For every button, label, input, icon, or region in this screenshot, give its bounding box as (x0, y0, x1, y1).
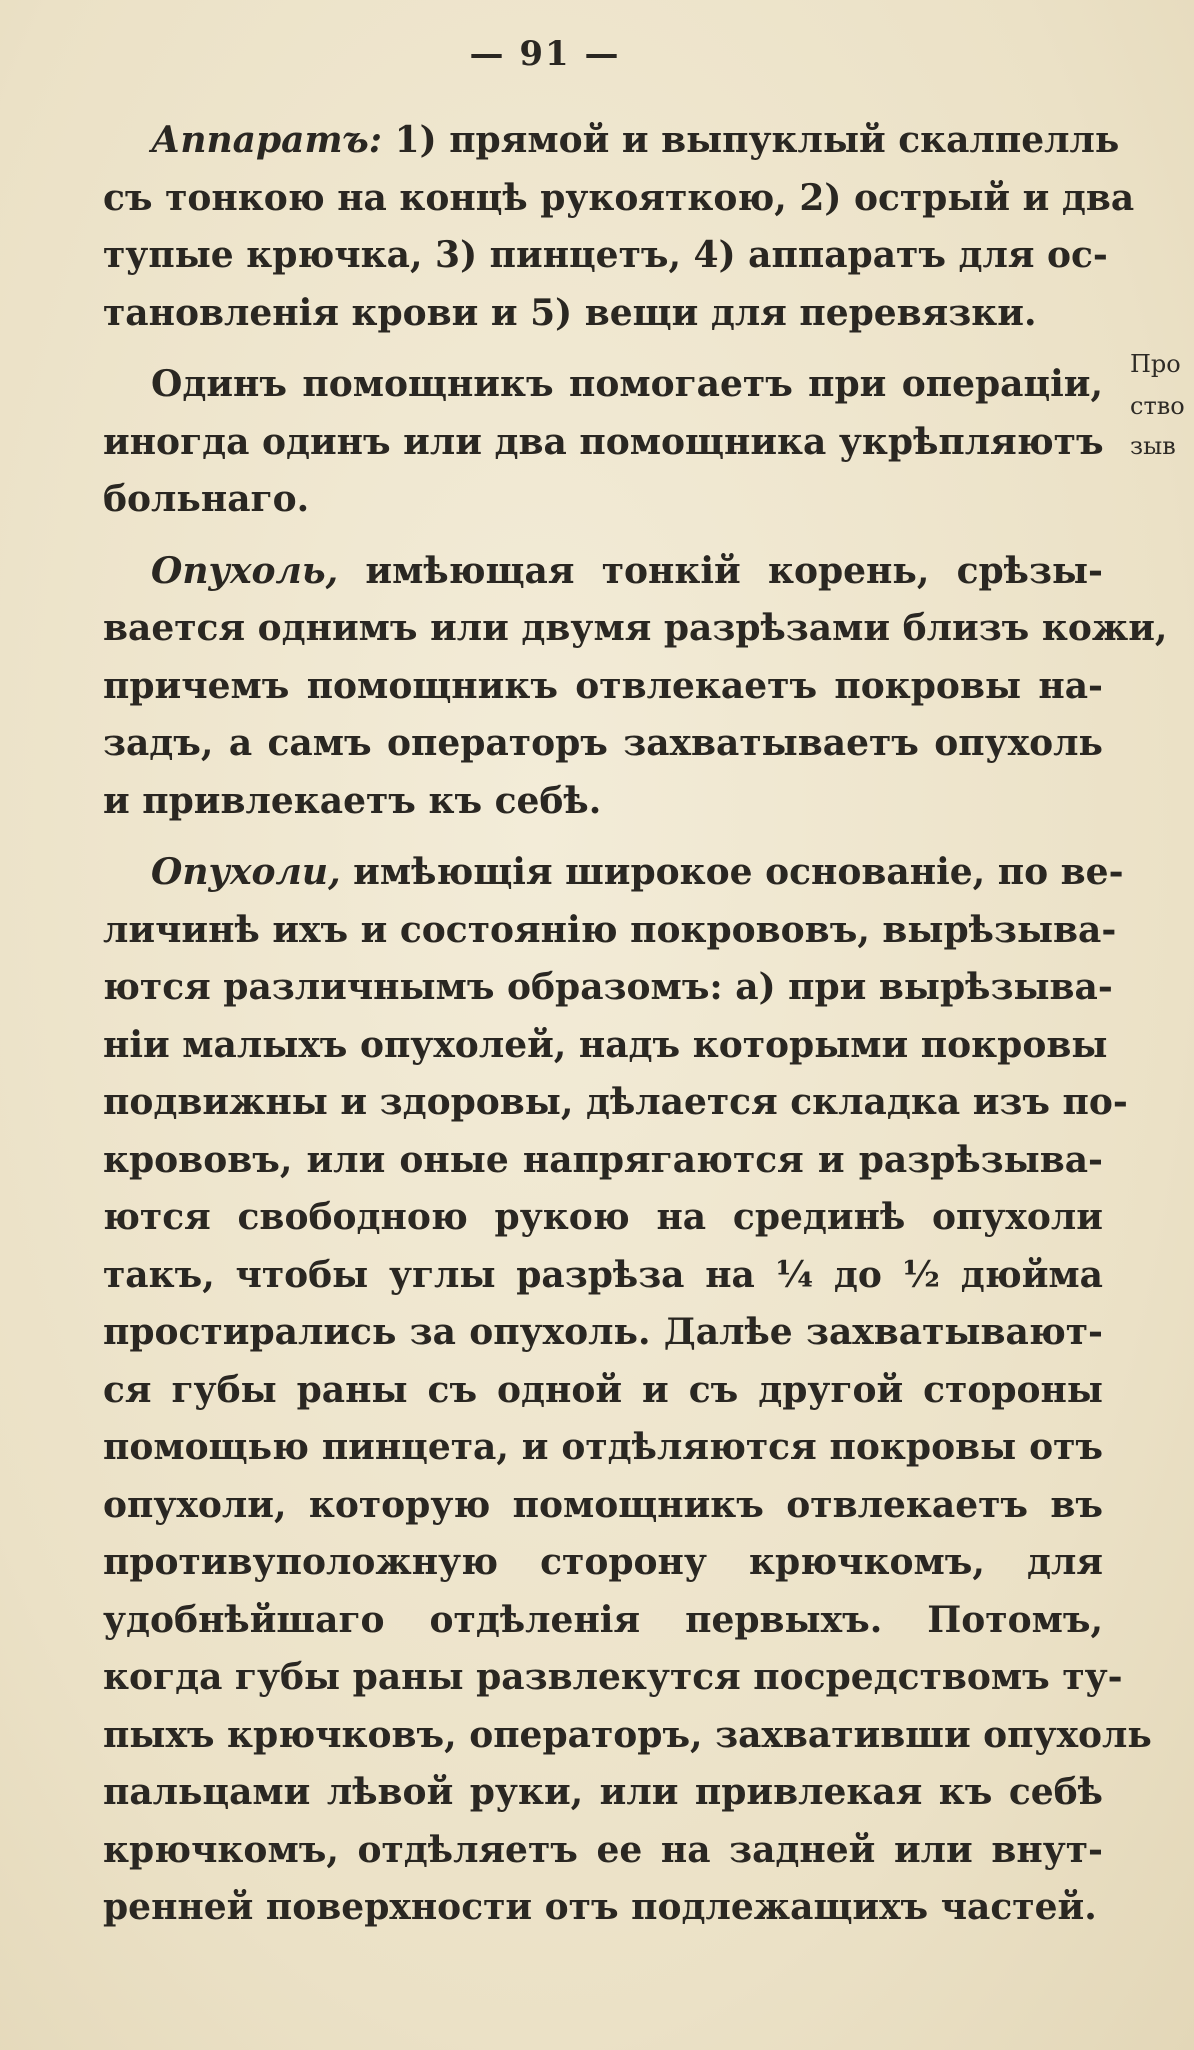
text-line (103, 1074, 1128, 1132)
line-text: Одинъ помощникъ помогаетъ при операціи, (151, 363, 1103, 405)
line-text: личинѣ ихъ и состоянію покрововъ, вырѣзыва- (103, 908, 1117, 951)
line-text: имѣющія широкое основаніе, по ве- (340, 851, 1124, 893)
text-line (103, 112, 1120, 170)
line-text: ются различнымъ образомъ: а) при вырѣзыва- (103, 966, 1113, 1008)
italic-term: Аппаратъ: (151, 119, 383, 161)
text-line (103, 471, 1103, 529)
text-line (103, 1534, 1103, 1592)
text-line (103, 1304, 1103, 1362)
line-text: ніи малыхъ опухолей, надъ которыми покровы (103, 1023, 1108, 1066)
line-text: тупые крючка, 3) пинцетъ, 4) аппаратъ для ос- (103, 234, 1108, 276)
line-text: причемъ помощникъ отвлекаетъ покровы на- (103, 664, 1103, 707)
line-text: ются свободною рукою на срединѣ опухоли (103, 1196, 1103, 1238)
line-text: подвижны и здоровы, дѣлается складка изъ по- (103, 1081, 1128, 1123)
line-text: и привлекаетъ къ себѣ. (103, 779, 602, 822)
text-line (103, 543, 1103, 601)
body-text (103, 112, 1168, 1951)
italic-term: Опухоль, (151, 549, 339, 592)
line-text: 1) прямой и выпуклый скалпелль (382, 119, 1120, 161)
line-text: простирались за опухоль. Далѣе захватывают- (103, 1311, 1103, 1353)
line-text: съ тонкою на концѣ рукояткою, 2) острый и два (103, 176, 1135, 219)
paragraph (103, 356, 1103, 529)
text-line (103, 356, 1103, 414)
paragraph (103, 543, 1168, 831)
line-text: помощью пинцета, и отдѣляются покровы отъ (103, 1426, 1103, 1468)
text-line (103, 1362, 1103, 1420)
text-line (103, 1247, 1103, 1305)
text-line (103, 1879, 1103, 1937)
line-text: иногда одинъ или два помощника укрѣпляютъ (103, 420, 1104, 463)
text-line (103, 1707, 1152, 1765)
line-text: пальцами лѣвой руки, или привлекая къ себѣ (103, 1771, 1103, 1813)
text-line (103, 773, 1103, 831)
line-text: удобнѣйшаго отдѣленія первыхъ. Потомъ, (103, 1598, 1103, 1641)
line-text: такъ, чтобы углы разрѣза на ¼ до ½ дюйма (103, 1253, 1103, 1296)
margin-note-line-3: зыв (1130, 432, 1176, 460)
text-line (103, 1764, 1103, 1822)
text-line (103, 658, 1103, 716)
page-number: — 91 — (469, 34, 621, 74)
text-line (103, 1649, 1123, 1707)
line-text: когда губы раны развлекутся посредствомъ ту- (103, 1656, 1123, 1698)
text-line (103, 1189, 1103, 1247)
line-text: противуположную сторону крючкомъ, для (103, 1541, 1103, 1583)
margin-note-line-2: ство (1130, 392, 1185, 420)
line-text: больнаго. (103, 478, 310, 520)
text-line (103, 1017, 1108, 1075)
text-line (103, 600, 1168, 658)
italic-term: Опухоли, (151, 851, 341, 893)
text-line (103, 844, 1124, 902)
text-line (103, 1419, 1103, 1477)
text-line (103, 227, 1108, 285)
line-text: крючкомъ, отдѣляетъ ее на задней или внут- (103, 1828, 1103, 1871)
text-line (103, 902, 1117, 960)
margin-note-line-1: Про (1130, 350, 1181, 378)
line-text: опухоли, которую помощникъ отвлекаетъ въ (103, 1483, 1103, 1526)
text-line (103, 414, 1103, 472)
line-text: ся губы раны съ одной и съ другой стороны (103, 1368, 1103, 1411)
line-text: вается однимъ или двумя разрѣзами близъ кожи, (103, 607, 1168, 649)
text-line (103, 1822, 1103, 1880)
paragraph (103, 844, 1152, 1937)
line-text: крововъ, или оные напрягаются и разрѣзыва- (103, 1138, 1103, 1181)
text-line (103, 1132, 1103, 1190)
text-line (103, 959, 1113, 1017)
line-text: ренней поверхности отъ подлежащихъ частей. (103, 1886, 1097, 1928)
text-line (103, 285, 1103, 343)
text-line (103, 1477, 1103, 1535)
line-text: имѣющая тонкій корень, срѣзы- (338, 549, 1103, 592)
line-text: тановленія крови и 5) вещи для перевязки. (103, 291, 1037, 334)
text-line (103, 170, 1135, 228)
paragraph (103, 112, 1135, 342)
line-text: задъ, а самъ операторъ захватываетъ опухоль (103, 722, 1103, 764)
text-line (103, 1592, 1103, 1650)
line-text: пыхъ крючковъ, операторъ, захвативши опухоль (103, 1713, 1152, 1756)
text-line (103, 715, 1103, 773)
